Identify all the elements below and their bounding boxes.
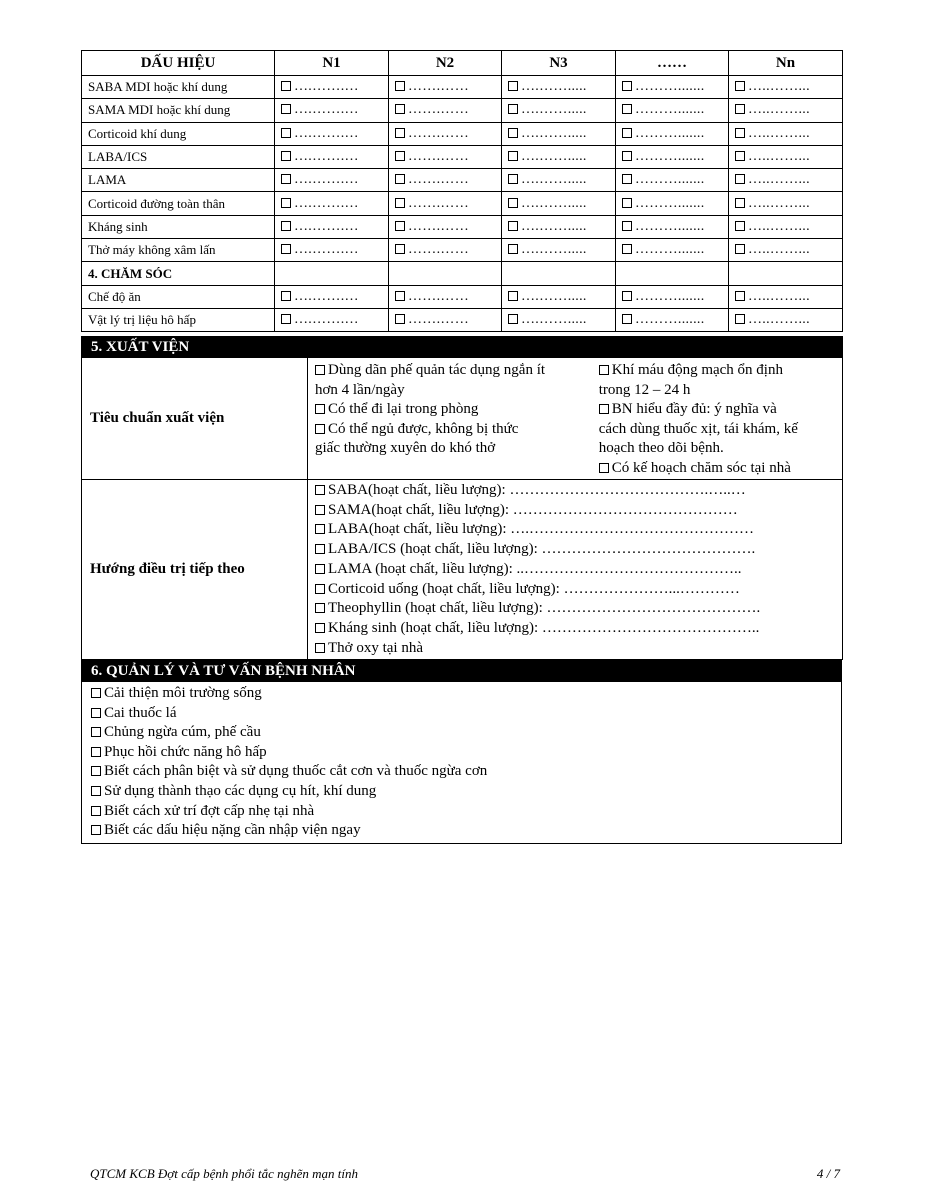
checkbox[interactable] bbox=[91, 825, 101, 835]
checkbox[interactable] bbox=[395, 174, 405, 184]
entry-dots: ………....... bbox=[635, 172, 705, 188]
criteria-item: Có thể ngủ được, không bị thức bbox=[315, 420, 595, 440]
entry-cell[interactable] bbox=[502, 122, 616, 145]
criteria-item-cont: hoạch theo dõi bệnh. bbox=[598, 440, 724, 456]
checklist-item-label: LABA/ICS (hoạt chất, liều lượng): ……………………………………. bbox=[328, 541, 756, 558]
checkbox[interactable] bbox=[395, 314, 405, 324]
checkbox[interactable] bbox=[281, 198, 291, 208]
checkbox[interactable] bbox=[315, 524, 325, 534]
criteria-item-cont: cách dùng thuốc xịt, tái khám, kế bbox=[598, 420, 798, 437]
entry-dots: …….…… bbox=[408, 312, 469, 328]
entry-dots: ………....... bbox=[635, 149, 705, 165]
checkbox[interactable] bbox=[599, 463, 609, 473]
row-label: Kháng sinh bbox=[82, 215, 275, 238]
checkbox[interactable] bbox=[622, 151, 632, 161]
table-row bbox=[82, 215, 843, 238]
checkbox[interactable] bbox=[395, 198, 405, 208]
checkbox[interactable] bbox=[315, 424, 325, 434]
entry-cell[interactable] bbox=[389, 308, 502, 331]
table-header-row bbox=[82, 51, 843, 76]
row-label: Corticoid đường toàn thân bbox=[82, 192, 275, 215]
entry-cell[interactable] bbox=[502, 169, 616, 192]
checkbox[interactable] bbox=[508, 198, 518, 208]
checkbox[interactable] bbox=[315, 603, 325, 613]
footer-title: QTCM KCB Đợt cấp bệnh phổi tắc nghẽn mạn tính bbox=[90, 1166, 359, 1181]
checklist-item-label: Biết các dấu hiệu nặng cần nhập viện ngay bbox=[104, 822, 361, 839]
empty-cell bbox=[502, 262, 616, 285]
checkbox[interactable] bbox=[735, 291, 745, 301]
checkbox[interactable] bbox=[622, 81, 632, 91]
checklist-item bbox=[91, 723, 832, 743]
entry-dots: ….……..... bbox=[521, 102, 587, 118]
entry-dots: …….…… bbox=[408, 218, 469, 234]
followup-row bbox=[82, 480, 843, 660]
patient-management-section bbox=[81, 660, 842, 844]
checklist-item bbox=[91, 743, 832, 763]
table-row bbox=[82, 308, 843, 331]
entry-cell[interactable] bbox=[502, 308, 616, 331]
checkbox[interactable] bbox=[508, 104, 518, 114]
entry-cell[interactable] bbox=[502, 99, 616, 122]
checkbox[interactable] bbox=[735, 198, 745, 208]
entry-dots: ………....... bbox=[635, 125, 705, 141]
section6-title: 6. QUẢN LÝ VÀ TƯ VẤN BỆNH NHÂN bbox=[82, 661, 841, 682]
entry-dots: ….…….… bbox=[294, 288, 359, 304]
entry-dots: ………....... bbox=[635, 288, 705, 304]
entry-dots: ….…….… bbox=[294, 125, 359, 141]
checkbox[interactable] bbox=[622, 314, 632, 324]
entry-cell[interactable] bbox=[275, 122, 389, 145]
checkbox[interactable] bbox=[395, 128, 405, 138]
entry-cell[interactable] bbox=[389, 145, 502, 168]
table-row bbox=[82, 192, 843, 215]
checklist-item bbox=[315, 580, 837, 600]
checkbox[interactable] bbox=[315, 623, 325, 633]
checklist-item-label: Phục hồi chức năng hô hấp bbox=[104, 743, 267, 760]
checkbox[interactable] bbox=[735, 174, 745, 184]
entry-dots: ….……..... bbox=[521, 79, 587, 95]
treatment-tracking-table bbox=[81, 50, 843, 332]
entry-dots: ………....... bbox=[635, 242, 705, 258]
checklist-item bbox=[315, 540, 837, 560]
entry-dots: …..……... bbox=[748, 125, 810, 141]
section5-title: 5. XUẤT VIỆN bbox=[82, 337, 843, 358]
checkbox[interactable] bbox=[395, 291, 405, 301]
checklist-item-label: Biết cách xử trí đợt cấp nhẹ tại nhà bbox=[104, 802, 315, 819]
entry-cell[interactable] bbox=[616, 76, 729, 99]
header-nn: Nn bbox=[729, 51, 843, 76]
criteria-item-cont: giấc thường xuyên do khó thở bbox=[315, 440, 496, 456]
header-n2: N2 bbox=[389, 51, 502, 76]
criteria-left-column bbox=[315, 361, 595, 459]
entry-dots: …….…… bbox=[408, 195, 469, 211]
table-row bbox=[82, 76, 843, 99]
entry-cell[interactable] bbox=[729, 169, 843, 192]
checkbox[interactable] bbox=[281, 128, 291, 138]
entry-dots: ….…….… bbox=[294, 79, 359, 95]
entry-cell[interactable] bbox=[616, 99, 729, 122]
followup-list bbox=[308, 480, 843, 660]
entry-cell[interactable] bbox=[729, 99, 843, 122]
checklist-item bbox=[315, 619, 837, 639]
entry-cell[interactable] bbox=[502, 76, 616, 99]
checkbox[interactable] bbox=[508, 244, 518, 254]
checkbox[interactable] bbox=[395, 104, 405, 114]
management-checklist bbox=[82, 682, 841, 843]
checkbox[interactable] bbox=[315, 485, 325, 495]
entry-cell[interactable] bbox=[275, 215, 389, 238]
entry-dots: ….…….… bbox=[294, 195, 359, 211]
entry-dots: …..……... bbox=[748, 218, 810, 234]
entry-dots: …..……... bbox=[748, 312, 810, 328]
row-label: Thở máy không xâm lấn bbox=[82, 239, 275, 262]
criteria-item: Có kế hoạch chăm sóc tại nhà bbox=[599, 459, 837, 479]
checkbox[interactable] bbox=[91, 786, 101, 796]
checkbox[interactable] bbox=[622, 198, 632, 208]
table-row bbox=[82, 169, 843, 192]
entry-dots: …..……... bbox=[748, 242, 810, 258]
discharge-table bbox=[81, 336, 843, 660]
checkbox[interactable] bbox=[281, 174, 291, 184]
section4-row bbox=[82, 262, 843, 285]
checklist-item-label: Corticoid uống (hoạt chất, liều lượng): …………………...………… bbox=[328, 580, 740, 597]
entry-cell[interactable] bbox=[275, 145, 389, 168]
discharge-criteria-row bbox=[82, 358, 843, 480]
entry-dots: …….…… bbox=[408, 242, 469, 258]
table-row bbox=[82, 145, 843, 168]
checkbox[interactable] bbox=[622, 244, 632, 254]
criteria-item: BN hiểu đầy đủ: ý nghĩa và bbox=[599, 400, 837, 420]
checkbox[interactable] bbox=[599, 365, 609, 375]
entry-cell[interactable] bbox=[729, 192, 843, 215]
discharge-criteria-content bbox=[308, 358, 843, 480]
checkbox[interactable] bbox=[315, 505, 325, 515]
entry-dots: …….…… bbox=[408, 102, 469, 118]
checklist-item bbox=[91, 782, 832, 802]
checkbox[interactable] bbox=[315, 643, 325, 653]
checkbox[interactable] bbox=[91, 766, 101, 776]
header-n1: N1 bbox=[275, 51, 389, 76]
entry-cell[interactable] bbox=[616, 192, 729, 215]
checklist-item bbox=[91, 704, 832, 724]
entry-dots: …….…… bbox=[408, 149, 469, 165]
criteria-item: Dùng dãn phế quản tác dụng ngắn ít bbox=[315, 361, 595, 381]
checkbox[interactable] bbox=[395, 151, 405, 161]
checkbox[interactable] bbox=[395, 244, 405, 254]
checklist-item bbox=[315, 520, 837, 540]
checkbox[interactable] bbox=[91, 727, 101, 737]
section4-heading: 4. CHĂM SÓC bbox=[82, 262, 275, 285]
entry-dots: ….…….… bbox=[294, 149, 359, 165]
entry-dots: …..……... bbox=[748, 102, 810, 118]
entry-cell[interactable] bbox=[389, 169, 502, 192]
criteria-item-cont: trong 12 – 24 h bbox=[598, 381, 691, 398]
entry-dots: ….……..... bbox=[521, 218, 587, 234]
checklist-item bbox=[91, 802, 832, 822]
entry-dots: …….…… bbox=[408, 288, 469, 304]
entry-dots: …..……... bbox=[748, 79, 810, 95]
entry-cell[interactable] bbox=[616, 285, 729, 308]
empty-cell bbox=[389, 262, 502, 285]
checkbox[interactable] bbox=[735, 244, 745, 254]
entry-dots: ….……..... bbox=[521, 242, 587, 258]
entry-cell[interactable] bbox=[502, 145, 616, 168]
criteria-item: Khí máu động mạch ổn định bbox=[599, 361, 837, 381]
entry-cell[interactable] bbox=[275, 76, 389, 99]
entry-cell[interactable] bbox=[275, 192, 389, 215]
entry-cell[interactable] bbox=[729, 308, 843, 331]
checkbox[interactable] bbox=[315, 365, 325, 375]
entry-cell[interactable] bbox=[502, 192, 616, 215]
checklist-item-label: Cải thiện môi trường sống bbox=[104, 685, 262, 701]
entry-dots: ….…….… bbox=[294, 312, 359, 328]
criteria-item-cont: hơn 4 lần/ngày bbox=[315, 381, 405, 398]
checklist-item-label: Sử dụng thành thạo các dụng cụ hít, khí dung bbox=[104, 782, 377, 799]
row-label: Vật lý trị liệu hô hấp bbox=[82, 308, 275, 331]
checklist-item bbox=[91, 821, 832, 841]
checkbox[interactable] bbox=[508, 291, 518, 301]
checklist-item bbox=[315, 599, 837, 619]
checklist-item bbox=[315, 560, 837, 580]
entry-dots: ………....... bbox=[635, 218, 705, 234]
checklist-item-label: Chủng ngừa cúm, phế cầu bbox=[104, 724, 261, 741]
entry-dots: ….…….… bbox=[294, 242, 359, 258]
checkbox[interactable] bbox=[315, 564, 325, 574]
row-label: LAMA bbox=[82, 169, 275, 192]
row-label: LABA/ICS bbox=[82, 145, 275, 168]
checkbox[interactable] bbox=[395, 221, 405, 231]
entry-cell[interactable] bbox=[729, 215, 843, 238]
checkbox[interactable] bbox=[735, 104, 745, 114]
entry-cell[interactable] bbox=[502, 215, 616, 238]
checkbox[interactable] bbox=[315, 404, 325, 414]
table-row bbox=[82, 122, 843, 145]
checkbox[interactable] bbox=[622, 104, 632, 114]
empty-cell bbox=[616, 262, 729, 285]
entry-dots: …….…… bbox=[408, 125, 469, 141]
entry-cell[interactable] bbox=[729, 285, 843, 308]
entry-cell[interactable] bbox=[616, 169, 729, 192]
checklist-item-label: Cai thuốc lá bbox=[104, 704, 177, 721]
entry-cell[interactable] bbox=[616, 308, 729, 331]
checkbox[interactable] bbox=[281, 221, 291, 231]
checkbox[interactable] bbox=[508, 174, 518, 184]
checkbox[interactable] bbox=[281, 314, 291, 324]
checkbox[interactable] bbox=[281, 291, 291, 301]
checkbox[interactable] bbox=[281, 151, 291, 161]
checkbox[interactable] bbox=[315, 584, 325, 594]
checkbox[interactable] bbox=[622, 174, 632, 184]
entry-dots: ….…….… bbox=[294, 102, 359, 118]
table-row bbox=[82, 239, 843, 262]
checklist-item bbox=[315, 639, 837, 659]
entry-dots: ….…….… bbox=[294, 218, 359, 234]
checkbox[interactable] bbox=[91, 806, 101, 816]
entry-cell[interactable] bbox=[729, 122, 843, 145]
checkbox[interactable] bbox=[599, 404, 609, 414]
discharge-criteria-label: Tiêu chuẩn xuất viện bbox=[82, 358, 308, 480]
checklist-item-label: Biết cách phân biệt và sử dụng thuốc cắt cơn và thuốc ngừa cơn bbox=[104, 763, 488, 780]
entry-dots: ….……..... bbox=[521, 172, 587, 188]
entry-dots: ….…….… bbox=[294, 172, 359, 188]
checkbox[interactable] bbox=[622, 221, 632, 231]
checklist-item-label: LAMA (hoạt chất, liều lượng): ..…………………………………….. bbox=[328, 560, 742, 577]
entry-dots: ………....... bbox=[635, 79, 705, 95]
entry-cell[interactable] bbox=[502, 239, 616, 262]
entry-dots: …….…… bbox=[408, 79, 469, 95]
entry-cell[interactable] bbox=[616, 145, 729, 168]
empty-cell bbox=[275, 262, 389, 285]
checkbox[interactable] bbox=[91, 708, 101, 718]
entry-dots: …..……... bbox=[748, 288, 810, 304]
checklist-item-label: Theophyllin (hoạt chất, liều lượng): ……………………………………. bbox=[328, 600, 761, 617]
checkbox[interactable] bbox=[735, 221, 745, 231]
criteria-item: Có thể đi lại trong phòng bbox=[315, 400, 595, 420]
entry-cell[interactable] bbox=[275, 285, 389, 308]
table-row bbox=[82, 285, 843, 308]
row-label: SAMA MDI hoặc khí dung bbox=[82, 99, 275, 122]
entry-dots: ….……..... bbox=[521, 195, 587, 211]
checklist-item bbox=[91, 684, 832, 704]
entry-cell[interactable] bbox=[502, 285, 616, 308]
checkbox[interactable] bbox=[91, 747, 101, 757]
entry-dots: …..……... bbox=[748, 172, 810, 188]
entry-cell[interactable] bbox=[729, 76, 843, 99]
checkbox[interactable] bbox=[735, 128, 745, 138]
entry-cell[interactable] bbox=[389, 99, 502, 122]
checkbox[interactable] bbox=[735, 81, 745, 91]
entry-dots: ….……..... bbox=[521, 312, 587, 328]
checkbox[interactable] bbox=[281, 104, 291, 114]
page-footer bbox=[90, 1166, 840, 1182]
entry-cell[interactable] bbox=[729, 145, 843, 168]
followup-label: Hướng điều trị tiếp theo bbox=[82, 480, 308, 660]
checklist-item-label: SAMA(hoạt chất, liều lượng): ……………………………………… bbox=[328, 501, 738, 518]
checkbox[interactable] bbox=[395, 81, 405, 91]
checkbox[interactable] bbox=[91, 688, 101, 698]
checkbox[interactable] bbox=[735, 151, 745, 161]
checkbox[interactable] bbox=[622, 128, 632, 138]
entry-cell[interactable] bbox=[389, 192, 502, 215]
entry-dots: ………....... bbox=[635, 195, 705, 211]
entry-cell[interactable] bbox=[389, 76, 502, 99]
entry-dots: ….……..... bbox=[521, 125, 587, 141]
entry-cell[interactable] bbox=[729, 239, 843, 262]
entry-dots: …..……... bbox=[748, 195, 810, 211]
entry-cell[interactable] bbox=[616, 215, 729, 238]
checklist-item bbox=[315, 501, 837, 521]
checklist-item bbox=[315, 481, 837, 501]
checkbox[interactable] bbox=[508, 128, 518, 138]
header-ellipsis: …… bbox=[616, 51, 729, 76]
entry-dots: ….……..... bbox=[521, 149, 587, 165]
entry-cell[interactable] bbox=[275, 169, 389, 192]
row-label: SABA MDI hoặc khí dung bbox=[82, 76, 275, 99]
criteria-right-column bbox=[599, 361, 837, 478]
entry-cell[interactable] bbox=[389, 122, 502, 145]
checkbox[interactable] bbox=[281, 244, 291, 254]
checklist-item-label: Kháng sinh (hoạt chất, liều lượng): …………………………………….. bbox=[328, 619, 760, 636]
entry-dots: ………....... bbox=[635, 312, 705, 328]
checkbox[interactable] bbox=[508, 314, 518, 324]
checkbox[interactable] bbox=[315, 544, 325, 554]
entry-dots: ….……..... bbox=[521, 288, 587, 304]
checkbox[interactable] bbox=[281, 81, 291, 91]
checklist-item bbox=[91, 762, 832, 782]
header-sign: DẤU HIỆU bbox=[82, 51, 275, 76]
entry-cell[interactable] bbox=[389, 239, 502, 262]
entry-cell[interactable] bbox=[275, 239, 389, 262]
table-row bbox=[82, 99, 843, 122]
entry-cell[interactable] bbox=[389, 285, 502, 308]
row-label: Chế độ ăn bbox=[82, 285, 275, 308]
entry-cell[interactable] bbox=[616, 122, 729, 145]
entry-cell[interactable] bbox=[275, 308, 389, 331]
entry-cell[interactable] bbox=[616, 239, 729, 262]
checklist-item-label: LABA(hoạt chất, liều lượng): ….……………………………………… bbox=[328, 521, 755, 538]
entry-dots: ………....... bbox=[635, 102, 705, 118]
checkbox[interactable] bbox=[622, 291, 632, 301]
checkbox[interactable] bbox=[508, 221, 518, 231]
entry-dots: …..……... bbox=[748, 149, 810, 165]
empty-cell bbox=[729, 262, 843, 285]
entry-dots: …….…… bbox=[408, 172, 469, 188]
checkbox[interactable] bbox=[508, 151, 518, 161]
checklist-item-label: Thở oxy tại nhà bbox=[328, 639, 423, 656]
entry-cell[interactable] bbox=[275, 99, 389, 122]
checkbox[interactable] bbox=[735, 314, 745, 324]
page-number: 4 / 7 bbox=[816, 1166, 840, 1181]
checklist-item-label: SABA(hoạt chất, liều lượng): ………………………………….…..… bbox=[328, 482, 746, 498]
header-n3: N3 bbox=[502, 51, 616, 76]
entry-cell[interactable] bbox=[389, 215, 502, 238]
checkbox[interactable] bbox=[508, 81, 518, 91]
row-label: Corticoid khí dung bbox=[82, 122, 275, 145]
